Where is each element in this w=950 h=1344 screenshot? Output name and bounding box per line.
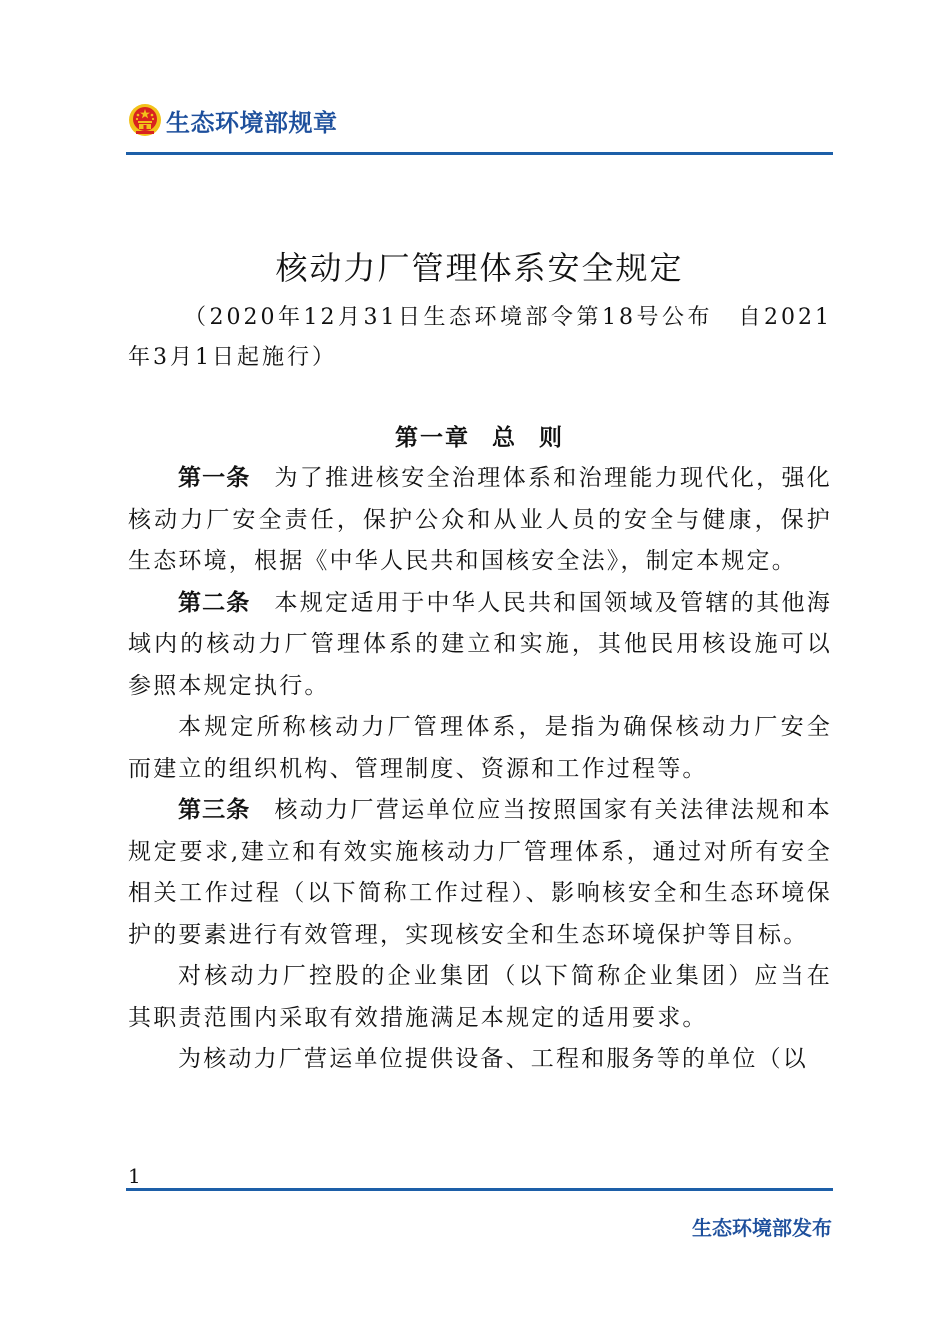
paragraph xyxy=(128,956,832,1039)
chapter-number: 第一章 xyxy=(395,425,470,451)
paragraph-text: 本规定所称核动力厂管理体系，是指为确保核动力厂安全而建立的组织机构、管理制度、资源和工作过程等。 xyxy=(128,714,832,782)
paragraph-text: 为了推进核安全治理体系和治理能力现代化，强化核动力厂安全责任，保护公众和从业人员的安全与健康，保护生态环境，根据《中华人民共和国核安全法》，制定本规定。 xyxy=(128,465,832,574)
page-number: 1 xyxy=(128,1164,141,1188)
promulgation-note: （2020年12月31日生态环境部令第18号公布 自2021年3月1日起施行） xyxy=(128,305,832,370)
paragraph-text: 为核动力厂营运单位提供设备、工程和服务等的单位（以 xyxy=(178,1046,808,1072)
header-title: 生态环境部规章 xyxy=(166,108,338,137)
article-number: 第二条 xyxy=(178,589,251,616)
paragraph-text: 本规定适用于中华人民共和国领域及管辖的其他海域内的核动力厂管理体系的建立和实施，其他民用核设施可以参照本规定执行。 xyxy=(128,589,832,699)
header-divider xyxy=(126,152,833,155)
footer-divider xyxy=(126,1188,833,1191)
paragraph-text: 对核动力厂控股的企业集团（以下简称企业集团）应当在其职责范围内采取有效措施满足本规定的适用要求。 xyxy=(128,963,832,1031)
document-body xyxy=(128,458,832,1081)
paragraph xyxy=(128,458,832,583)
footer-publisher: 生态环境部发布 xyxy=(692,1216,832,1240)
paragraph xyxy=(128,583,832,708)
paragraph xyxy=(128,1039,832,1081)
header xyxy=(128,100,832,140)
chapter-heading xyxy=(126,419,833,452)
article-number: 第一条 xyxy=(178,465,251,491)
chapter-name-part1: 总 xyxy=(492,425,517,451)
paragraph xyxy=(128,790,832,956)
article-number: 第三条 xyxy=(178,797,251,823)
national-emblem-icon xyxy=(128,103,162,137)
paragraph xyxy=(128,707,832,790)
chapter-name-part2: 则 xyxy=(539,425,564,451)
document-title: 核动力厂管理体系安全规定 xyxy=(275,249,684,287)
paragraph-text: 核动力厂营运单位应当按照国家有关法律法规和本规定要求,建立和有效实施核动力厂管理体系，通过对所有安全相关工作过程（以下简称工作过程）、影响核安全和生态环境保护的要素进行有效管理，实现核安全和生态环境保护等目标。 xyxy=(128,797,832,948)
